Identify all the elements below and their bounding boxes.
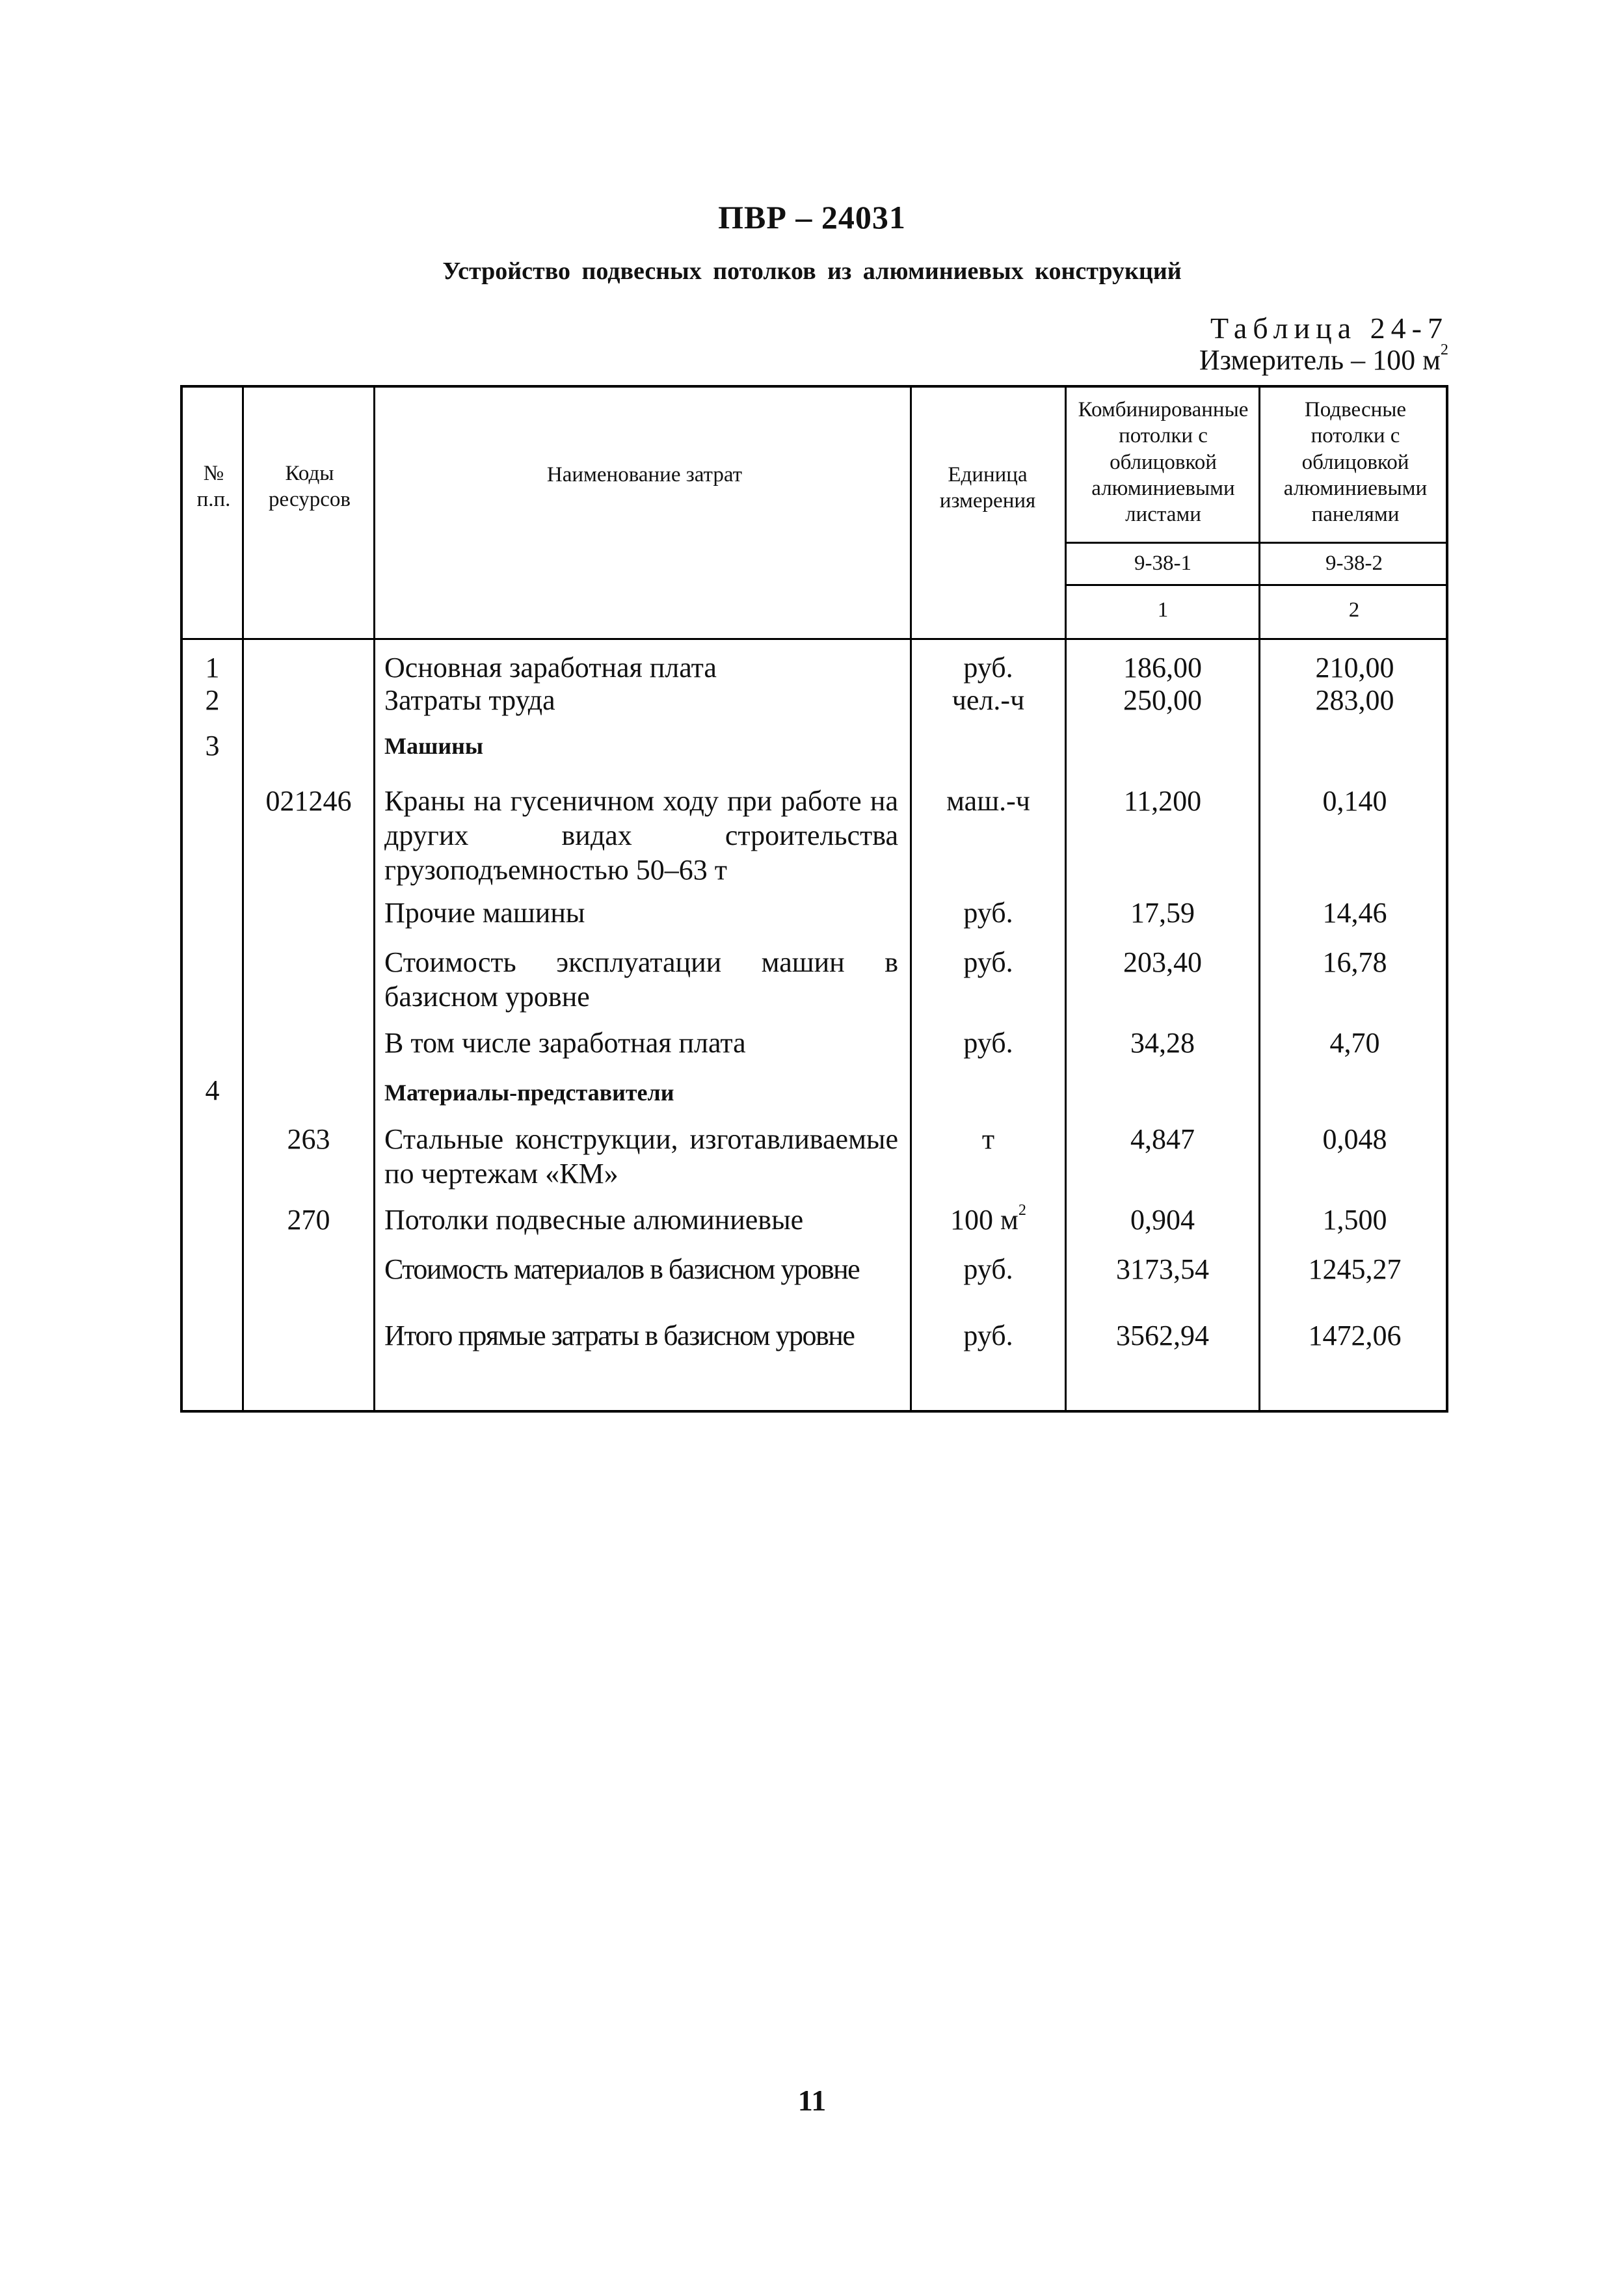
document-code: ПВР – 24031 <box>718 199 906 235</box>
header-codes: Коды ресурсов <box>269 462 351 512</box>
row-name: Итого прямые затраты в базисном уровне <box>384 1320 855 1351</box>
row-code: 270 <box>287 1204 330 1236</box>
header-col1-num: 1 <box>1157 598 1169 622</box>
row-name: Стальные конструкции, изготавливаемые по чертежам «КМ» <box>384 1123 898 1190</box>
row-unit: руб. <box>963 1253 1013 1285</box>
row-name: Основная заработная плата <box>384 652 717 684</box>
row-code: 263 <box>287 1123 330 1155</box>
header-name: Наименование затрат <box>546 463 743 486</box>
row-unit: руб. <box>963 946 1013 978</box>
page-number: 11 <box>797 2084 827 2117</box>
header-divider <box>1065 542 1446 544</box>
header-bottom-line <box>183 638 1446 640</box>
document-title: Устройство подвесных потолков из алюминиевых конструкций <box>442 258 1182 285</box>
row-num: 1 <box>205 652 220 684</box>
row-unit: маш.-ч <box>946 785 1030 817</box>
row-unit: руб. <box>963 652 1013 684</box>
row-value-2: 1472,06 <box>1308 1320 1402 1351</box>
row-num: 4 <box>205 1074 220 1106</box>
row-value-1: 34,28 <box>1130 1027 1195 1059</box>
row-value-2: 1245,27 <box>1308 1253 1402 1285</box>
header-col2-code: 9-38-2 <box>1325 552 1383 575</box>
row-num: 2 <box>205 684 220 716</box>
table-divider <box>373 388 375 1410</box>
row-unit-sup: 2 <box>1018 1201 1026 1219</box>
row-value-1: 4,847 <box>1130 1123 1195 1155</box>
section-machines: Машины <box>384 733 483 759</box>
row-value-2: 4,70 <box>1329 1027 1380 1059</box>
row-value-2: 16,78 <box>1322 946 1387 978</box>
row-name: Потолки подвесные алюминиевые <box>384 1204 804 1236</box>
row-value-2: 14,46 <box>1322 897 1387 929</box>
row-value-2: 210,00 <box>1315 652 1394 684</box>
row-value-1: 3562,94 <box>1116 1320 1209 1351</box>
header-col2-num: 2 <box>1348 598 1360 622</box>
table-label: Таблица 24-7 <box>1210 312 1448 345</box>
row-value-2: 0,048 <box>1322 1123 1387 1155</box>
unit-label <box>1199 343 1448 377</box>
row-value-1: 203,40 <box>1123 946 1202 978</box>
row-name: Краны на гусеничном ходу при работе на других видах строительства грузоподъемностью 50–63 т <box>384 785 898 886</box>
row-value-1: 11,200 <box>1123 785 1202 817</box>
row-unit: чел.-ч <box>952 684 1025 716</box>
row-unit: руб. <box>963 1027 1013 1059</box>
row-value-1: 17,59 <box>1130 897 1195 929</box>
row-value-1: 250,00 <box>1123 684 1202 716</box>
row-value-1: 3173,54 <box>1116 1253 1209 1285</box>
row-value-1: 0,904 <box>1130 1204 1195 1236</box>
row-code: 021246 <box>265 785 352 817</box>
table-divider <box>242 388 244 1410</box>
unit-label-text: Измеритель – 100 м <box>1199 344 1441 376</box>
cost-table <box>180 385 1448 1413</box>
row-name: Затраты труда <box>384 684 555 716</box>
row-unit-text: 100 м <box>950 1204 1018 1236</box>
header-col1-code: 9-38-1 <box>1134 552 1191 575</box>
row-value-2: 283,00 <box>1315 684 1394 716</box>
header-num: № п.п. <box>196 462 231 512</box>
row-num: 3 <box>205 730 220 762</box>
row-name: Прочие машины <box>384 897 585 929</box>
row-name: Стоимость материалов в базисном уровне <box>384 1253 860 1285</box>
header-divider <box>1065 584 1446 586</box>
row-value-2: 0,140 <box>1322 785 1387 817</box>
row-name: В том числе заработная плата <box>384 1027 746 1059</box>
unit-label-sup: 2 <box>1440 341 1448 358</box>
header-unit: Единица измерения <box>939 463 1036 513</box>
row-unit: руб. <box>963 1320 1013 1351</box>
row-unit: руб. <box>963 897 1013 929</box>
row-unit <box>912 1203 1065 1238</box>
header-col1-title: Комбинированные потолки с облицовкой алюминиевыми листами <box>1078 398 1249 526</box>
row-name: Стоимость эксплуатации машин в базисном уровне <box>384 946 898 1013</box>
section-materials: Материалы-представители <box>384 1080 674 1106</box>
row-unit: т <box>981 1123 995 1155</box>
row-value-2: 1,500 <box>1322 1204 1387 1236</box>
header-col2-title: Подвесные потолки с облицовкой алюминиевыми панелями <box>1283 398 1428 526</box>
row-value-1: 186,00 <box>1123 652 1202 684</box>
